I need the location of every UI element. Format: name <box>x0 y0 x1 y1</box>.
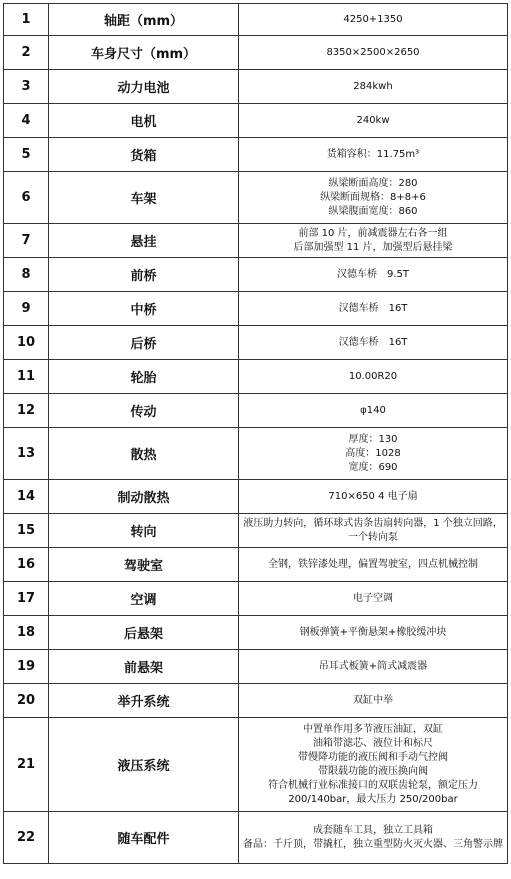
row-number: 17 <box>4 582 49 616</box>
value-line: 电子空调 <box>353 592 393 604</box>
row-number: 10 <box>4 326 49 360</box>
row-item-name: 货箱 <box>49 138 239 172</box>
row-item-name: 前桥 <box>49 258 239 292</box>
value-line: 200/140bar，最大压力 250/200bar <box>288 793 458 805</box>
value-line: 宽度：690 <box>348 461 398 473</box>
table-row <box>4 224 508 258</box>
value-line: 液压助力转向，循环球式齿条齿扇转向器，1 个独立回路，一个转向泵 <box>243 517 503 543</box>
value-line: 纵梁腹面宽度：860 <box>328 205 418 217</box>
row-item-name: 悬挂 <box>49 224 239 258</box>
row-item-name: 驾驶室 <box>49 548 239 582</box>
row-item-name: 空调 <box>49 582 239 616</box>
table-row <box>4 548 508 582</box>
row-item-name: 轮胎 <box>49 360 239 394</box>
table-row <box>4 70 508 104</box>
row-item-value <box>239 70 508 104</box>
row-number: 6 <box>4 172 49 224</box>
spec-table <box>3 3 508 864</box>
row-item-value <box>239 684 508 718</box>
value-line: 带限载功能的液压换向阀 <box>318 765 428 777</box>
row-item-value <box>239 292 508 326</box>
row-item-name: 中桥 <box>49 292 239 326</box>
row-number: 15 <box>4 514 49 548</box>
row-item-value <box>239 718 508 812</box>
value-line: 汉德车桥 16T <box>338 336 408 348</box>
row-item-value <box>239 104 508 138</box>
row-number: 8 <box>4 258 49 292</box>
table-row <box>4 138 508 172</box>
row-item-name: 轴距（mm） <box>49 4 239 36</box>
value-line: 符合机械行业标准接口的双联齿轮泵，额定压力 <box>268 779 478 791</box>
row-number: 22 <box>4 812 49 864</box>
value-line: 钢板弹簧+平衡悬架+橡胶缓冲块 <box>299 626 447 638</box>
row-number: 20 <box>4 684 49 718</box>
row-item-value <box>239 428 508 480</box>
row-item-name: 散热 <box>49 428 239 480</box>
row-number: 3 <box>4 70 49 104</box>
row-item-value <box>239 172 508 224</box>
row-item-value <box>239 582 508 616</box>
row-number: 14 <box>4 480 49 514</box>
table-row <box>4 428 508 480</box>
row-item-name: 动力电池 <box>49 70 239 104</box>
value-line: 备品：千斤顶，带撬杠，独立重型防火灭火器、三角警示牌 <box>243 838 503 850</box>
row-number: 1 <box>4 4 49 36</box>
value-line: φ140 <box>360 404 386 416</box>
row-item-value <box>239 616 508 650</box>
row-number: 7 <box>4 224 49 258</box>
row-item-name: 随车配件 <box>49 812 239 864</box>
value-line: 纵梁断面高度：280 <box>328 177 418 189</box>
row-number: 21 <box>4 718 49 812</box>
spec-table-body <box>4 4 508 864</box>
row-number: 13 <box>4 428 49 480</box>
value-line: 全钢，铁锌漆处理，偏置驾驶室，四点机械控制 <box>268 558 478 570</box>
row-number: 18 <box>4 616 49 650</box>
row-number: 19 <box>4 650 49 684</box>
row-number: 9 <box>4 292 49 326</box>
value-line: 前部 10 片，前减震器左右各一组 <box>298 227 448 239</box>
value-line: 带慢降功能的液压阀和手动气控阀 <box>298 751 448 763</box>
table-row <box>4 480 508 514</box>
value-line: 吊耳式板簧+筒式减震器 <box>318 660 428 672</box>
table-row <box>4 616 508 650</box>
row-number: 12 <box>4 394 49 428</box>
table-row <box>4 258 508 292</box>
value-line: 汉德车桥 16T <box>338 302 408 314</box>
row-item-name: 液压系统 <box>49 718 239 812</box>
value-line: 纵梁断面规格：8+8+6 <box>320 191 426 203</box>
value-line: 后部加强型 11 片，加强型后悬挂梁 <box>293 241 453 253</box>
row-item-value <box>239 394 508 428</box>
row-item-value <box>239 4 508 36</box>
value-line: 8350×2500×2650 <box>326 46 420 58</box>
row-item-value <box>239 258 508 292</box>
value-line: 高度：1028 <box>345 447 401 459</box>
row-item-value <box>239 360 508 394</box>
table-row <box>4 104 508 138</box>
row-item-name: 车身尺寸（mm） <box>49 36 239 70</box>
row-number: 2 <box>4 36 49 70</box>
table-row <box>4 812 508 864</box>
value-line: 中置单作用多节液压油缸，双缸 <box>303 723 443 735</box>
table-row <box>4 326 508 360</box>
row-item-value <box>239 812 508 864</box>
table-row <box>4 292 508 326</box>
value-line: 240kw <box>356 114 390 126</box>
row-item-name: 后桥 <box>49 326 239 360</box>
value-line: 284kwh <box>353 80 393 92</box>
row-item-value <box>239 480 508 514</box>
table-row <box>4 514 508 548</box>
value-line: 4250+1350 <box>343 13 403 25</box>
row-number: 16 <box>4 548 49 582</box>
row-item-name: 前悬架 <box>49 650 239 684</box>
row-number: 5 <box>4 138 49 172</box>
table-row <box>4 4 508 36</box>
row-number: 4 <box>4 104 49 138</box>
row-item-value <box>239 138 508 172</box>
table-row <box>4 36 508 70</box>
row-item-value <box>239 326 508 360</box>
row-item-name: 制动散热 <box>49 480 239 514</box>
table-row <box>4 172 508 224</box>
row-item-value <box>239 548 508 582</box>
table-row <box>4 650 508 684</box>
table-row <box>4 684 508 718</box>
row-item-name: 转向 <box>49 514 239 548</box>
row-item-value <box>239 514 508 548</box>
table-row <box>4 582 508 616</box>
row-item-value <box>239 650 508 684</box>
row-number: 11 <box>4 360 49 394</box>
value-line: 厚度：130 <box>348 433 398 445</box>
value-line: 10.00R20 <box>348 370 398 382</box>
value-line: 双缸中举 <box>353 694 393 706</box>
row-item-name: 举升系统 <box>49 684 239 718</box>
table-row <box>4 394 508 428</box>
row-item-name: 传动 <box>49 394 239 428</box>
row-item-name: 车架 <box>49 172 239 224</box>
value-line: 710×650 4 电子扇 <box>328 490 418 502</box>
value-line: 成套随车工具，独立工具箱 <box>313 824 433 836</box>
row-item-value <box>239 224 508 258</box>
row-item-name: 后悬架 <box>49 616 239 650</box>
value-line: 油箱带滤芯、液位计和标尺 <box>313 737 433 749</box>
row-item-value <box>239 36 508 70</box>
row-item-name: 电机 <box>49 104 239 138</box>
table-row <box>4 360 508 394</box>
value-line: 货箱容积：11.75m³ <box>326 148 420 160</box>
value-line: 汉德车桥 9.5T <box>336 268 409 280</box>
table-row <box>4 718 508 812</box>
